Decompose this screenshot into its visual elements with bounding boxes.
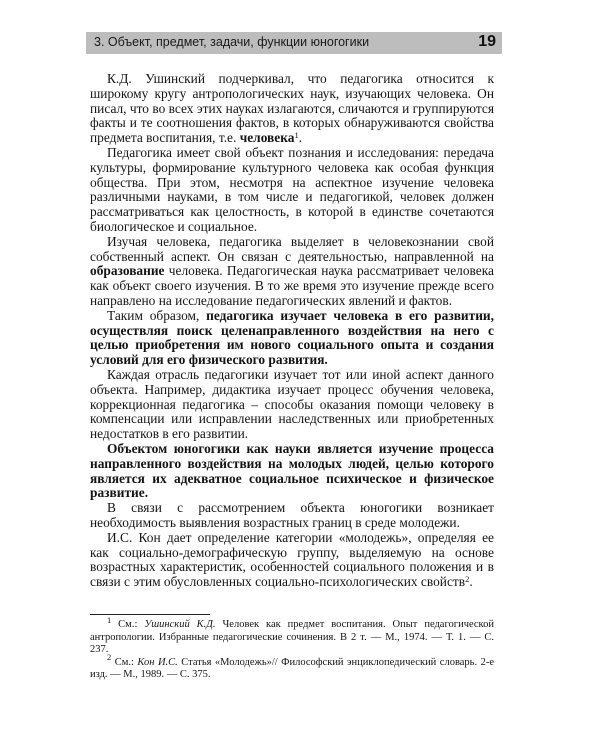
paragraph <box>90 146 494 235</box>
paragraph <box>90 72 494 146</box>
paragraph <box>90 368 494 442</box>
footnote-ref: 2 <box>465 573 470 584</box>
bold-term: образование <box>90 263 165 279</box>
paragraph-text: К.Д. Ушинский подчеркивал, что педагогика относится к широкому кругу антропологических наук, изучающих человека. Он писал, что во всех этих науках излагаются, сличаются и группируются факты и те соотношения фактов, в которых обнаруживаются свойства предмета воспитания, т.е. <box>90 71 494 146</box>
footnotes <box>90 614 494 682</box>
paragraph <box>90 442 494 501</box>
footnote <box>90 652 494 682</box>
footnote-prefix: См.: <box>111 656 138 668</box>
paragraph-text: человека. Педагогическая наука рассматривает человека как объект своего изучения. В то же время это изучение прежде всего направлено на исследование педагогических явлений и фактов. <box>90 263 494 308</box>
footnote-author: Кон И.С. <box>137 656 178 668</box>
bold-definition: педагогика изучает человека в его развитии, осуществляя поиск целенаправленного воздействия на него с целью приобретения им нового социального опыта и создания условий для его физического развития. <box>90 307 494 368</box>
paragraph-text: Педагогика имеет свой объект познания и исследования: передача культуры, формирование культурного человека как особая функция общества. При этом, несмотря на аспектное изучение человека различными науками, в том числе и педагогикой, человек должен рассматриваться как целостность, в которой в единстве сочетаются биологическое и социальное. <box>90 144 494 234</box>
footnote-mark: 1 <box>107 614 112 625</box>
bold-term: человека <box>239 130 295 146</box>
footnote-prefix: См.: <box>111 619 145 630</box>
header-title: 3. Объект, предмет, задачи, функции юногогики <box>94 35 370 49</box>
page-number: 19 <box>478 33 496 50</box>
footnote-ref: 1 <box>294 129 299 140</box>
paragraph <box>90 501 494 531</box>
footnote-text: Статья «Молодежь»// Философский энциклопедический словарь. 2-е изд. — М., 1989. — С. 375. <box>90 656 494 680</box>
paragraph <box>90 309 494 368</box>
footnote-mark: 2 <box>107 652 112 663</box>
footnote-text: Человек как предмет воспитания. Опыт педагогической антропологии. Избранные педагогические сочинения. В 2 т. — М., 1974. — Т. 1. — С. 237. <box>90 619 494 655</box>
footnote-author: Ушинский К.Д. <box>144 619 216 630</box>
running-header <box>86 32 502 54</box>
bold-definition: Объектом юногогики как науки является изучение процесса направленного воздействия на молодых людей, целью которого является их адекватное социальное психическое и физическое развитие. <box>90 440 494 501</box>
paragraph <box>90 531 494 590</box>
paragraph-text: Каждая отрасль педагогики изучает тот или иной аспект данного объекта. Например, дидактика изучает процесс обучения человека, коррекционная педагогика – способы оказания помощи человеку в компенсации или исправлении наследственных или приобретенных недостатков в его развитии. <box>90 366 494 442</box>
paragraph-text: . <box>298 130 303 146</box>
paragraph-text: . <box>469 574 473 590</box>
footnote <box>90 614 494 657</box>
body-text <box>90 72 494 590</box>
paragraph-text: И.С. Кон дает определение категории «молодежь», определяя ее как социально-демографическую группу, выделяемую на основе возрастных характеристик, особенностей социального положения и в связи с этим обусловленных социально-психологических свойств <box>90 529 494 590</box>
paragraph-text: В связи с рассмотрением объекта юногогики возникает необходимость выявления возрастных границ в среде молодежи. <box>90 500 494 530</box>
paragraph <box>90 235 494 309</box>
paragraph-text: Изучая человека, педагогика выделяет в человекознании свой собственный аспект. Он связан с деятельностью, направленной на <box>90 233 494 264</box>
paragraph-text: Таким образом, <box>107 307 207 323</box>
